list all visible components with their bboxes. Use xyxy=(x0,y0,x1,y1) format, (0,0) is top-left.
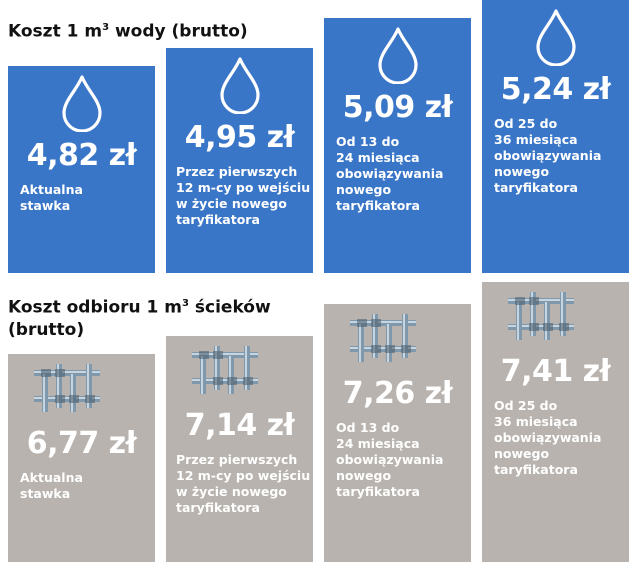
pipes-icon xyxy=(32,360,102,418)
water-bar-3 xyxy=(324,18,471,273)
category-label-line: 24 miesiąca xyxy=(336,436,420,451)
water-bar-4 xyxy=(482,0,629,273)
category-label-line: Od 13 do xyxy=(336,420,400,435)
category-label-line: obowiązywania xyxy=(336,452,444,467)
sewage-bar-2 xyxy=(166,336,313,562)
category-label-line: nowego xyxy=(494,446,550,461)
sewage-bar-category-label xyxy=(20,470,83,502)
water-drop-icon xyxy=(60,74,104,136)
pipes-icon xyxy=(190,342,260,400)
category-label-line: taryfikatora xyxy=(494,180,578,195)
sewage-bar-value-label: 7,41 zł xyxy=(500,354,611,389)
category-label-line: obowiązywania xyxy=(494,148,602,163)
category-label-line: Od 25 do xyxy=(494,398,558,413)
sewage-bar-category-label xyxy=(494,398,601,478)
water-chart-title xyxy=(8,17,248,43)
category-label-line: Przez pierwszych xyxy=(176,452,298,467)
sewage-bar-1 xyxy=(8,354,155,562)
category-label-line: obowiązywania xyxy=(494,430,602,445)
category-label-line: Aktualna xyxy=(20,470,83,485)
category-label-line: Od 13 do xyxy=(336,134,400,149)
category-label-line: taryfikatora xyxy=(494,462,578,477)
sewage-bar-4 xyxy=(482,282,629,562)
category-label-line: nowego xyxy=(336,182,392,197)
water-bar-category-label xyxy=(20,182,83,214)
category-label-line: 36 miesiąca xyxy=(494,132,578,147)
category-label-line: taryfikatora xyxy=(336,484,420,499)
water-drop-icon xyxy=(534,8,578,70)
sewage-title-suffix: ścieków (brutto) xyxy=(8,297,271,340)
category-label-line: w życie nowego xyxy=(176,484,287,499)
sewage-title-prefix: Koszt odbioru 1 m xyxy=(8,297,183,318)
category-label-line: taryfikatora xyxy=(176,500,260,515)
category-label-line: Przez pierwszych xyxy=(176,164,298,179)
water-bar-value-label: 4,82 zł xyxy=(26,138,137,173)
water-bar-1 xyxy=(8,66,155,273)
sewage-title-sup: 3 xyxy=(182,298,189,309)
sewage-bar-value-label: 7,14 zł xyxy=(184,408,295,443)
pipes-icon xyxy=(506,288,576,346)
category-label-line: taryfikatora xyxy=(176,212,260,227)
category-label-line: Aktualna xyxy=(20,182,83,197)
category-label-line: 24 miesiąca xyxy=(336,150,420,165)
water-bar-category-label xyxy=(494,116,601,196)
category-label-line: 12 m-cy po wejściu xyxy=(176,180,311,195)
water-title-sup: 3 xyxy=(102,22,110,33)
category-label-line: nowego xyxy=(336,468,392,483)
sewage-bar-value-label: 7,26 zł xyxy=(342,376,453,411)
category-label-line: 36 miesiąca xyxy=(494,414,578,429)
pipes-icon xyxy=(348,310,418,368)
water-bar-value-label: 5,09 zł xyxy=(342,90,453,125)
sewage-bar-value-label: 6,77 zł xyxy=(26,426,137,461)
category-label-line: w życie nowego xyxy=(176,196,287,211)
category-label-line: Od 25 do xyxy=(494,116,558,131)
water-bar-category-label xyxy=(176,164,310,228)
category-label-line: 12 m-cy po wejściu xyxy=(176,468,311,483)
sewage-chart-title xyxy=(8,293,318,341)
sewage-bar-3 xyxy=(324,304,471,562)
sewage-bar-category-label xyxy=(176,452,310,516)
category-label-line: stawka xyxy=(20,486,71,501)
water-bar-category-label xyxy=(336,134,443,214)
category-label-line: taryfikatora xyxy=(336,198,420,213)
water-bar-value-label: 4,95 zł xyxy=(184,120,295,155)
water-drop-icon xyxy=(218,56,262,118)
water-title-prefix: Koszt 1 m xyxy=(8,21,103,42)
water-drop-icon xyxy=(376,26,420,88)
category-label-line: stawka xyxy=(20,198,71,213)
category-label-line: obowiązywania xyxy=(336,166,444,181)
water-title-suffix: wody (brutto) xyxy=(109,21,248,42)
category-label-line: nowego xyxy=(494,164,550,179)
sewage-bar-category-label xyxy=(336,420,443,500)
water-bar-value-label: 5,24 zł xyxy=(500,72,611,107)
water-bar-2 xyxy=(166,48,313,273)
